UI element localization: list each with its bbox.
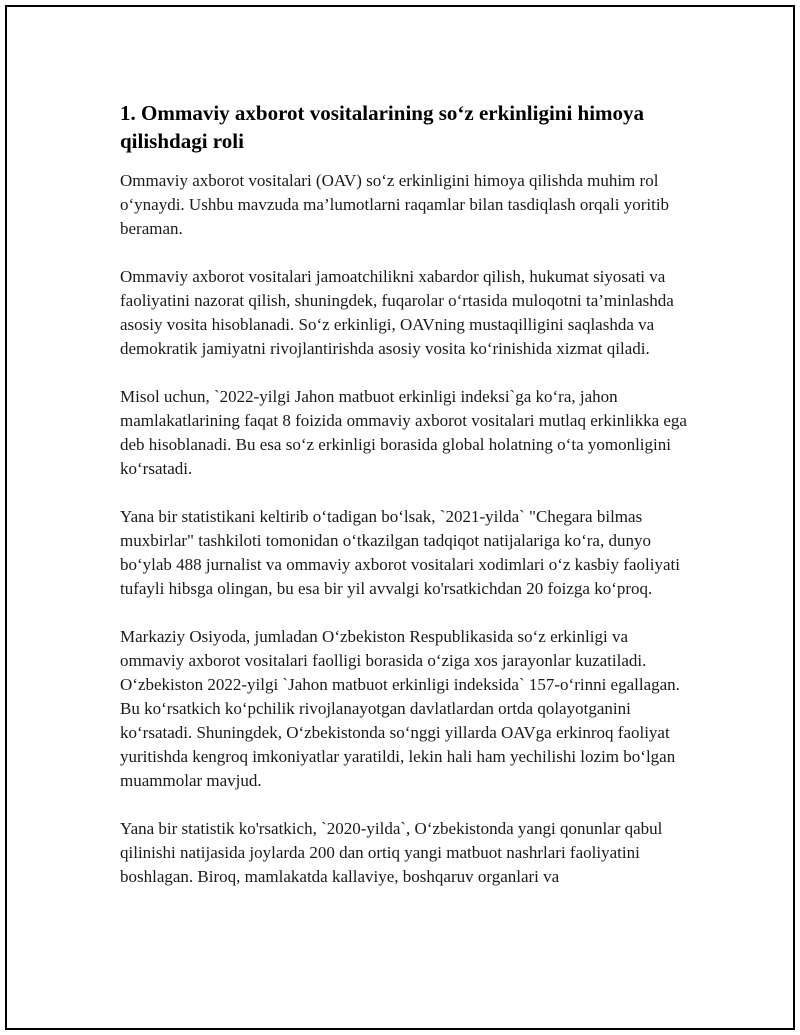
- paragraph-journalists-statistics: Yana bir statistikani keltirib o‘tadigan bo‘lsak, `2021-yilda` "Chegara bilmas muxbirlar" tashkiloti tomonidan o‘tkazilgan tadqiqot natijalariga ko‘ra, dunyo bo‘ylab 488 jurnalist va ommaviy axborot vositalari xodimlari o‘z kasbiy faoliyati tufayli hibsga olingan, bu esa bir yil avvalgi ko'rsatkichdan 20 foizga ko‘proq.: [120, 507, 680, 598]
- paragraph-press-freedom-index: Misol uchun, `2022-yilgi Jahon matbuot erkinligi indeksi`ga ko‘ra, jahon mamlakatlarining faqat 8 foizida ommaviy axborot vositalari mutlaq erkinlikka ega deb hisoblanadi. Bu esa so‘z erkinligi borasida global holatning o‘ta yomonligini ko‘rsatadi.: [120, 387, 687, 478]
- paragraph-intro: Ommaviy axborot vositalari (OAV) so‘z erkinligini himoya qilishda muhim rol o‘ynaydi. Ushbu mavzuda ma’lumotlarni raqamlar bilan tasdiqlash orqali yoritib beraman.: [120, 171, 670, 238]
- document-body: [120, 99, 690, 913]
- paragraph-central-asia: Markaziy Osiyoda, jumladan O‘zbekiston Respublikasida so‘z erkinligi va ommaviy axborot vositalari faolligi borasida o‘ziga xos jarayonlar kuzatiladi. O‘zbekiston 2022-yilgi `Jahon matbuot erkinligi indeksida` 157-o‘rinni egallagan. Bu ko‘rsatkich ko‘pchilik rivojlanayotgan davlatlardan ortda qolayotganini ko‘rsatadi. Shuningdek, O‘zbekistonda so‘nggi yillarda OAVga erkinroq faoliyat yuritishda kengroq imkoniyatlar yaratildi, lekin hali ham yechilishi lozim bo‘lgan muammolar mavjud.: [120, 627, 680, 790]
- section-heading: 1. Ommaviy axborot vositalarining so‘z erkinligini himoya qilishdagi roli: [120, 101, 645, 153]
- paragraph-new-publications: Yana bir statistik ko'rsatkich, `2020-yilda`, O‘zbekistonda yangi qonunlar qabul qilinishi natijasida joylarda 200 dan ortiq yangi matbuot nashrlari faoliyatini boshlagan. Biroq, mamlakatda kallaviye, boshqaruv organlari va: [120, 819, 663, 886]
- document-page: [5, 5, 795, 1030]
- paragraph-role: Ommaviy axborot vositalari jamoatchilikni xabardor qilish, hukumat siyosati va faoliyatini nazorat qilish, shuningdek, fuqarolar o‘rtasida muloqotni ta’minlashda asosiy vosita hisoblanadi. So‘z erkinligi, OAVning mustaqilligini saqlashda va demokratik jamiyatni rivojlantirishda asosiy vosita ko‘rinishida xizmat qiladi.: [120, 267, 674, 358]
